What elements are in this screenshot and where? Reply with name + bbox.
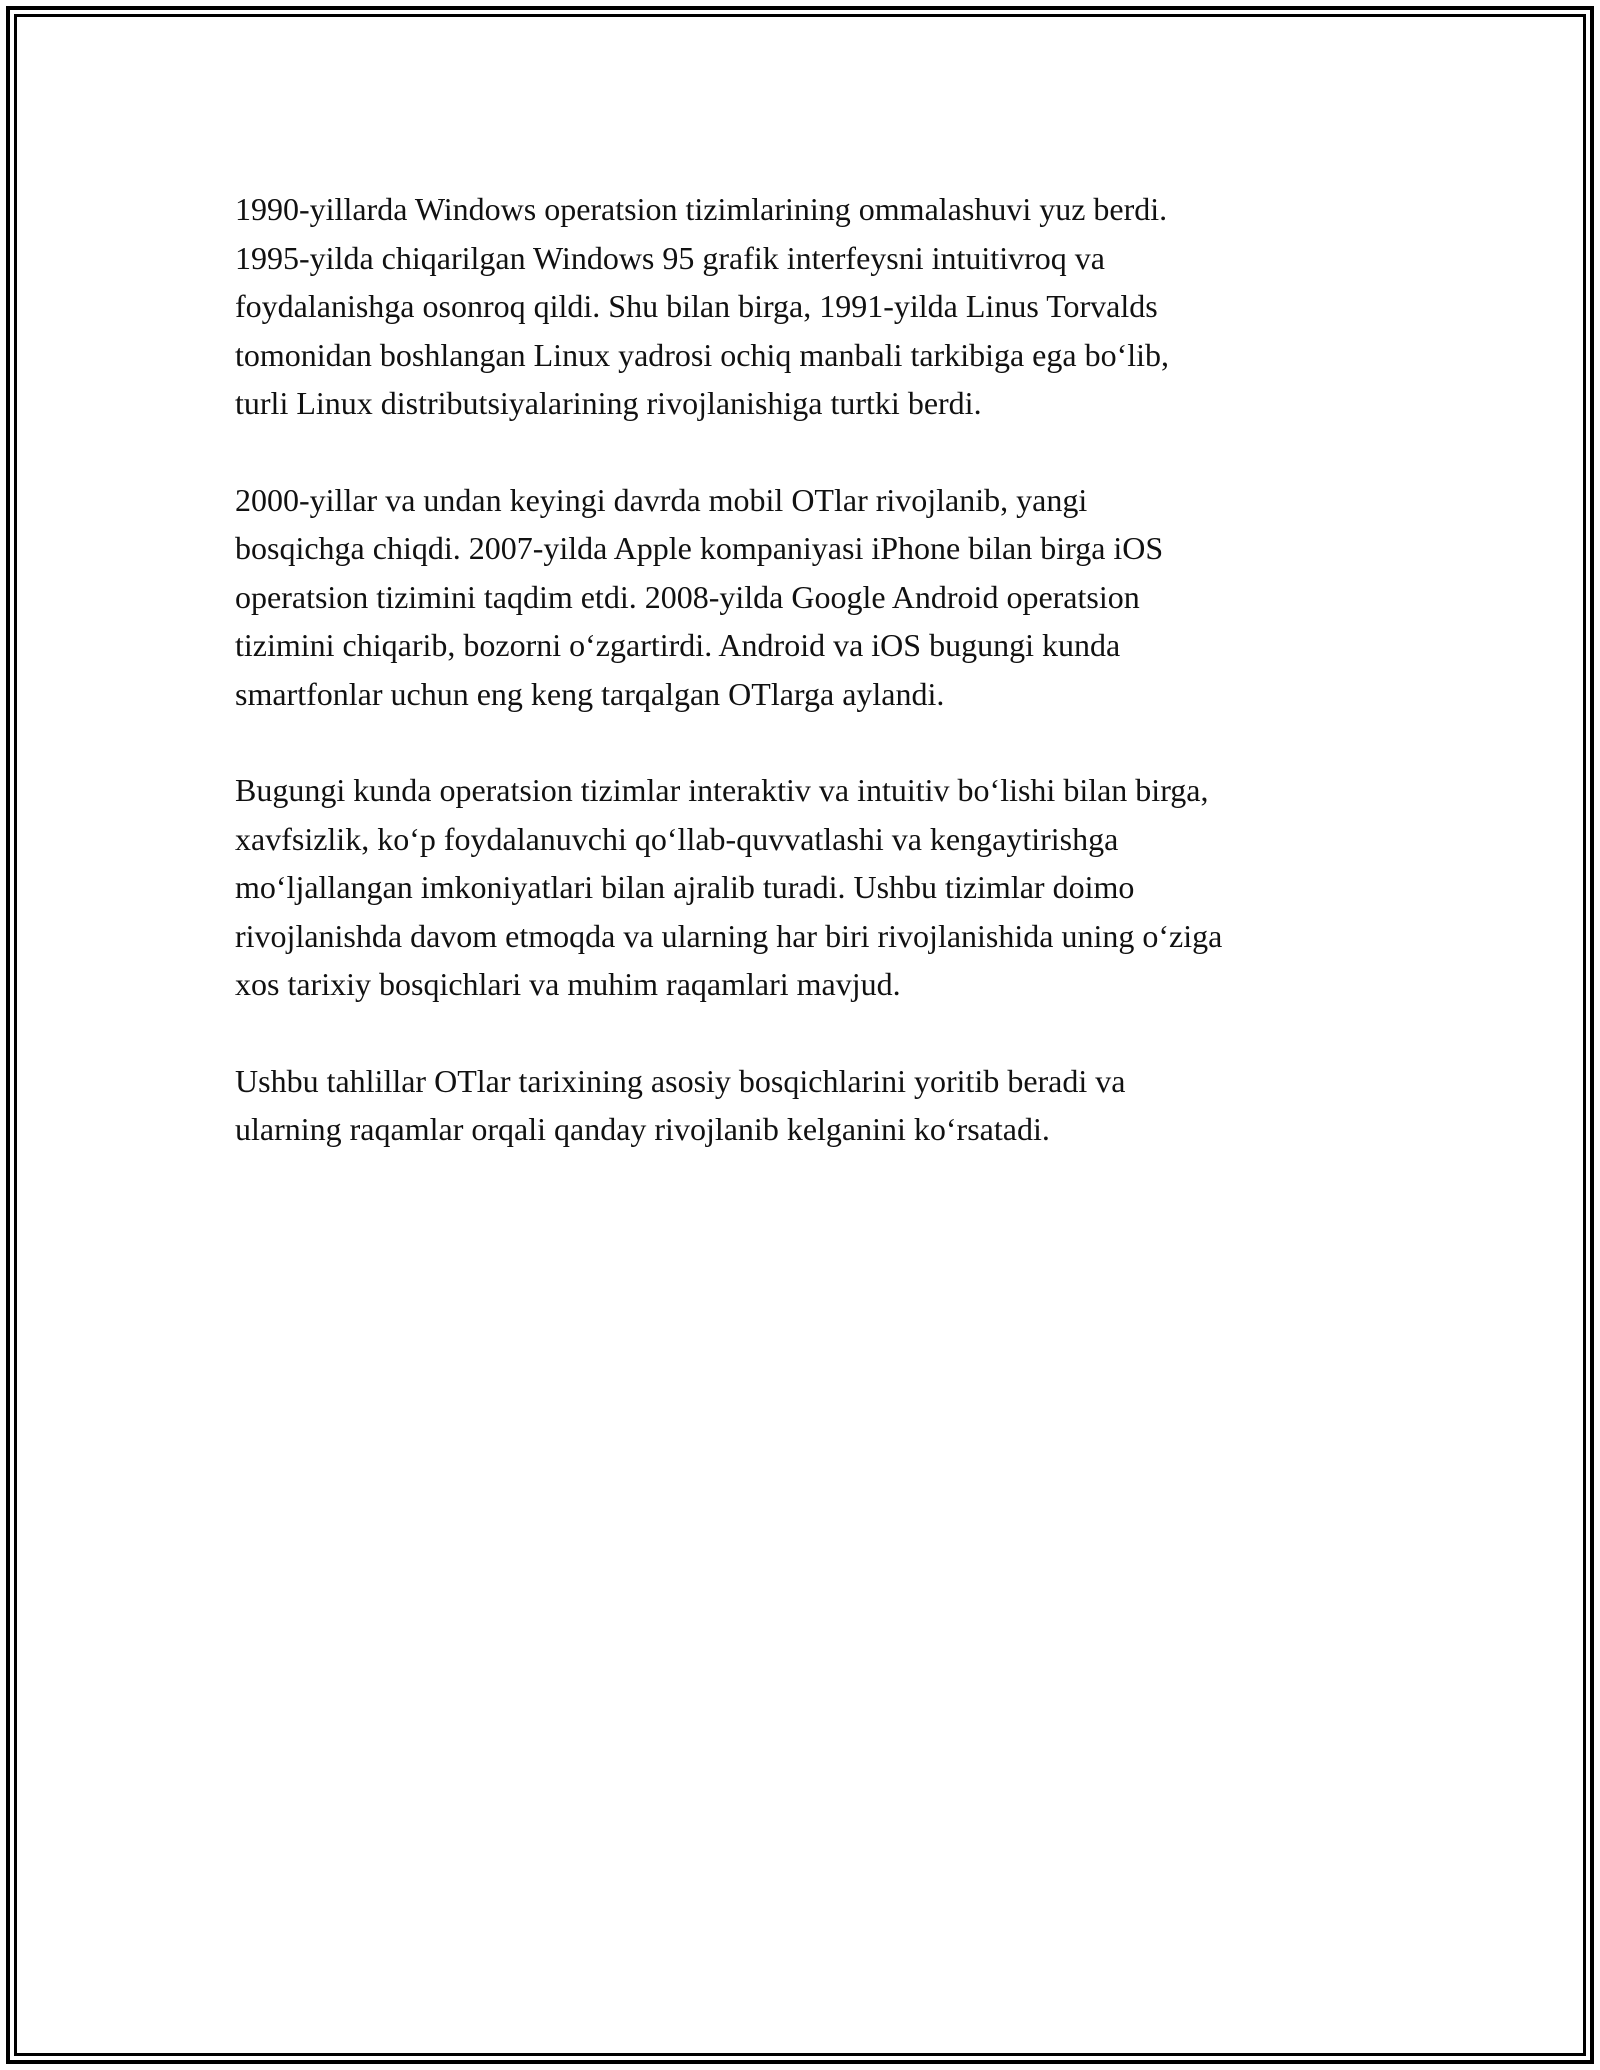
text-line: bosqichga chiqdi. 2007-yilda Apple kompaniyasi iPhone bilan birga iOS [235,530,1164,566]
text-line: xos tarixiy bosqichlari va muhim raqamlari mavjud. [235,966,901,1002]
text-line: tomonidan boshlangan Linux yadrosi ochiq manbali tarkibiga ega bo‘lib, [235,336,1170,373]
text-line: turli Linux distributsiyalarining rivojlanishiga turtki berdi. [235,385,982,421]
paragraph-modern-os [235,766,1395,1009]
text-line: rivojlanishda davom etmoqda va ularning har biri rivojlanishida uning o‘ziga [235,917,1223,954]
paragraph-mobile-os [235,476,1395,719]
text-line: Bugungi kunda operatsion tizimlar interaktiv va intuitiv bo‘lishi bilan birga, [235,772,1209,808]
document-body [235,185,1395,1202]
text-line: 1990-yillarda Windows operatsion tizimlarining ommalashuvi yuz berdi. [235,191,1168,227]
text-line: mo‘ljallangan imkoniyatlari bilan ajralib turadi. Ushbu tizimlar doimo [235,869,1135,905]
text-line: 2000-yillar va undan keyingi davrda mobil OTlar rivojlanib, yangi [235,481,1088,518]
paragraph-conclusion [235,1057,1395,1154]
text-line: 1995-yilda chiqarilgan Windows 95 grafik interfeysni intuitivroq va [235,239,1105,276]
text-line: foydalanishga osonroq qildi. Shu bilan birga, 1991-yilda Linus Torvalds [235,288,1158,324]
text-line: xavfsizlik, ko‘p foydalanuvchi qo‘llab-quvvatlashi va kengaytirishga [235,820,1119,857]
text-line: operatsion tizimini taqdim etdi. 2008-yilda Google Android operatsion [235,578,1140,615]
text-line: smartfonlar uchun eng keng tarqalgan OTlarga aylandi. [235,675,945,712]
text-line: Ushbu tahlillar OTlar tarixining asosiy bosqichlarini yoritib beradi va [235,1062,1126,1099]
text-line: ularning raqamlar orqali qanday rivojlanib kelganini ko‘rsatadi. [235,1111,1050,1147]
text-line: tizimini chiqarib, bozorni o‘zgartirdi. Android va iOS bugungi kunda [235,627,1121,663]
paragraph-windows-linux [235,185,1395,428]
